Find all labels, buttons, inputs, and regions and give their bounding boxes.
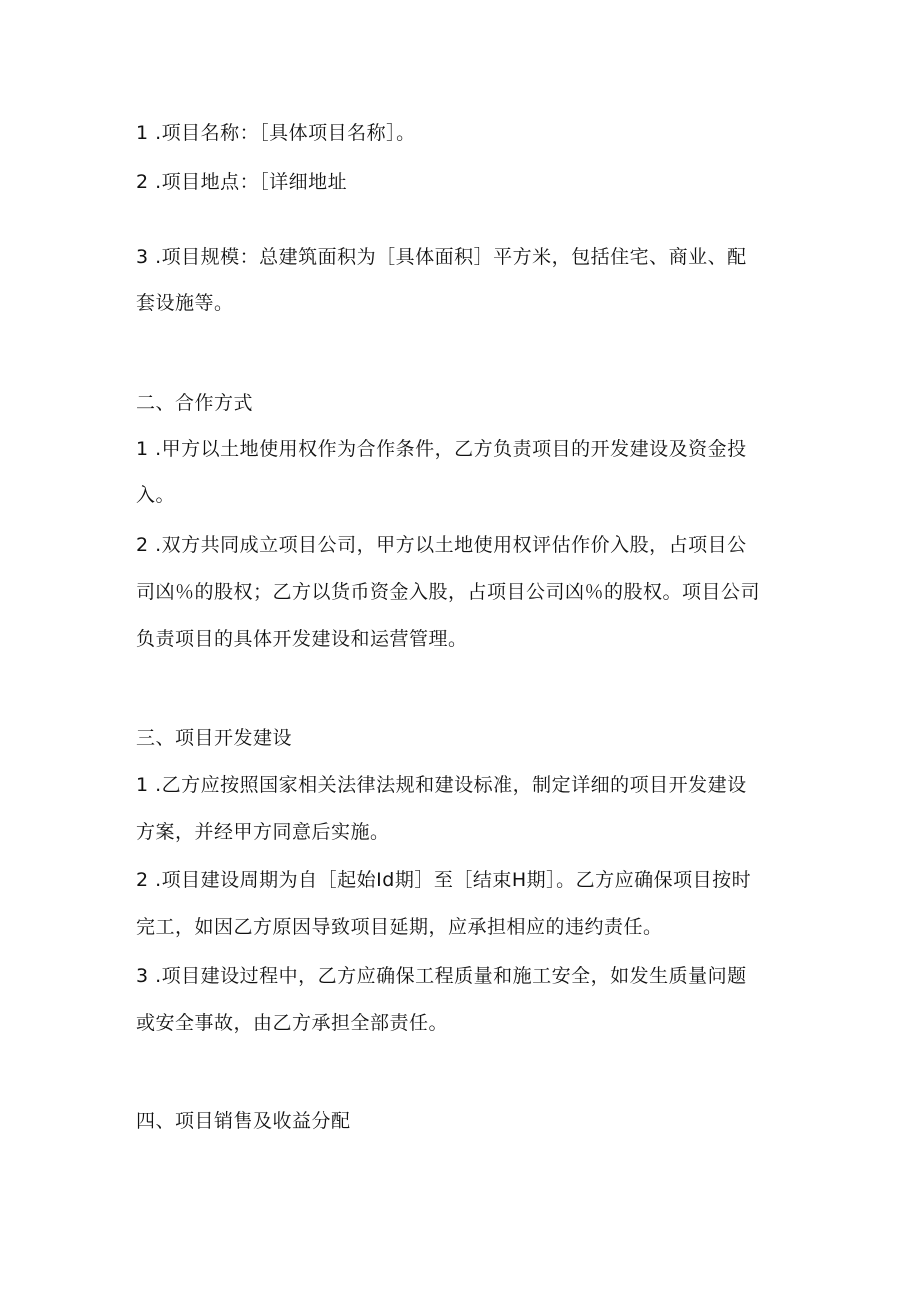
paragraph-line: 司凶％的股权；乙方以货币资金入股，占项目公司凶％的股权。项目公司	[136, 581, 761, 603]
paragraph-line: 入。	[136, 484, 176, 506]
paragraph-line: 2 .项目建设周期为自［起始Id期］至［结束H期］。乙方应确保项目按时	[136, 869, 752, 891]
paragraph-line: 完工，如因乙方原因导致项目延期，应承担相应的违约责任。	[136, 916, 663, 938]
paragraph-line: 1 .甲方以土地使用权作为合作条件，乙方负责项目的开发建设及资金投	[136, 438, 747, 460]
section-heading-sales: 四、项目销售及收益分配	[136, 1110, 351, 1132]
paragraph-line: 方案，并经甲方同意后实施。	[136, 821, 390, 843]
paragraph-line: 1 .乙方应按照国家相关法律法规和建设标准，制定详细的项目开发建设	[136, 774, 747, 796]
paragraph-line: 或安全事故，由乙方承担全部责任。	[136, 1012, 449, 1034]
project-scale-line-cont: 套设施等。	[136, 292, 234, 314]
paragraph-line: 2 .双方共同成立项目公司，甲方以土地使用权评估作价入股，占项目公	[136, 534, 747, 556]
project-scale-line: 3 .项目规模：总建筑面积为［具体面积］平方米，包括住宅、商业、配	[136, 246, 747, 268]
paragraph-line: 负责项目的具体开发建设和运营管理。	[136, 628, 468, 650]
section-heading-cooperation: 二、合作方式	[136, 392, 254, 414]
project-location-line: 2 .项目地点：［详细地址	[136, 171, 348, 193]
section-heading-development: 三、项目开发建设	[136, 727, 293, 749]
paragraph-line: 3 .项目建设过程中，乙方应确保工程质量和施工安全，如发生质量问题	[136, 965, 747, 987]
project-name-line: 1 .项目名称：［具体项目名称］。	[136, 122, 416, 144]
